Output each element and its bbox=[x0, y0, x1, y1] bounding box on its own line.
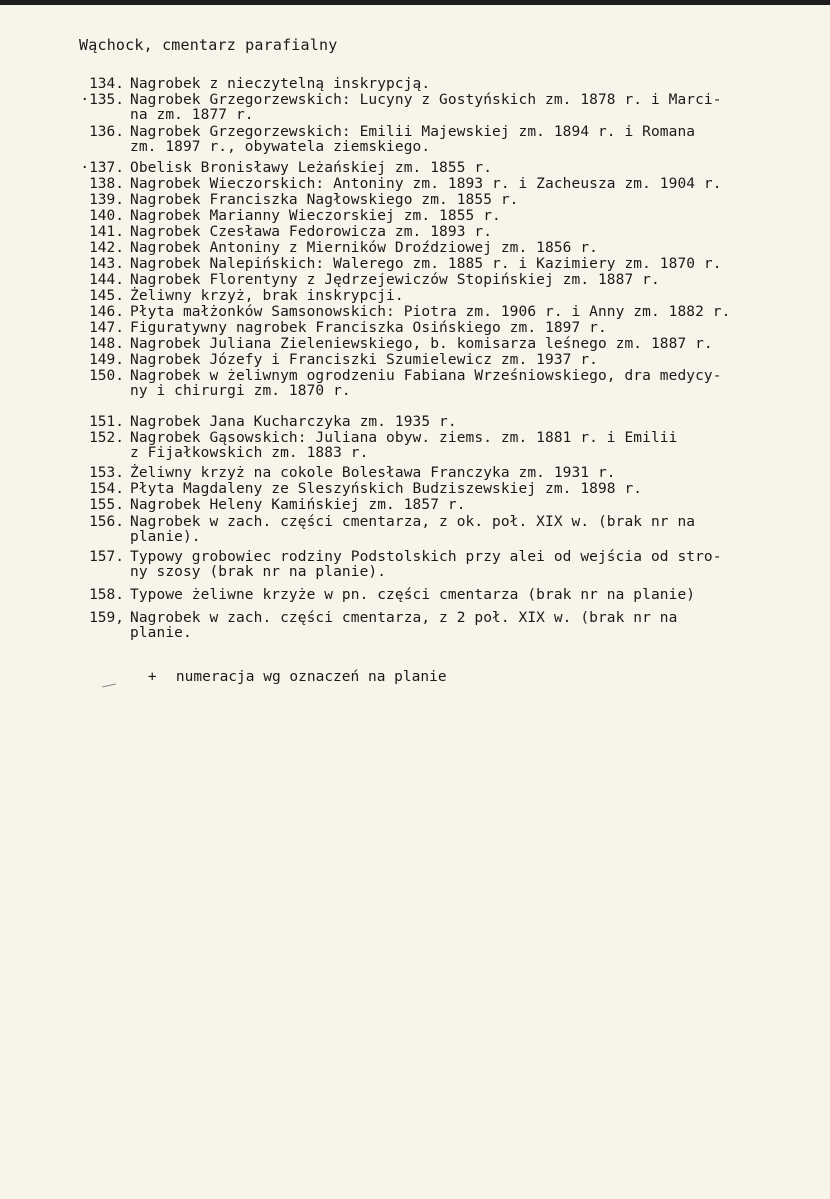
entry-line: Nagrobek Franciszka Nagłowskiego zm. 1855 r. bbox=[130, 192, 519, 208]
entry-line: Płyta małżonków Samsonowskich: Piotra zm. 1906 r. i Anny zm. 1882 r. bbox=[130, 304, 731, 320]
entry-line: Typowy grobowiec rodziny Podstolskich przy alei od wejścia od stro- bbox=[130, 549, 722, 565]
entry-text bbox=[130, 177, 722, 192]
entry-number: 146. bbox=[89, 304, 124, 320]
entry-line: Żeliwny krzyż na cokole Bolesława Franczyka zm. 1931 r. bbox=[130, 465, 616, 481]
entry-line: Figuratywny nagrobek Franciszka Osińskiego zm. 1897 r. bbox=[130, 320, 607, 336]
entry-text bbox=[130, 193, 519, 208]
entry-line: z Fijałkowskich zm. 1883 r. bbox=[130, 445, 369, 461]
entry-line: planie. bbox=[130, 625, 192, 641]
entry-text bbox=[130, 431, 677, 461]
entry-line: Nagrobek z nieczytelną inskrypcją. bbox=[130, 76, 431, 92]
entry-line: Nagrobek Gąsowskich: Juliana obyw. ziems. zm. 1881 r. i Emilii bbox=[130, 430, 678, 446]
entry-number: 158. bbox=[89, 587, 124, 603]
entry-text bbox=[130, 257, 722, 272]
entry-number: 147. bbox=[89, 320, 124, 336]
entry-number: 148. bbox=[89, 336, 124, 352]
entry-number: 144. bbox=[89, 272, 124, 288]
entry-line: Nagrobek Florentyny z Jędrzejewiczów Stopińskiej zm. 1887 r. bbox=[130, 272, 660, 288]
entry-line: Nagrobek Nalepińskich: Walerego zm. 1885 r. i Kazimiery zm. 1870 r. bbox=[130, 256, 722, 272]
entry-line: Płyta Magdaleny ze Sleszyńskich Budziszewskiej zm. 1898 r. bbox=[130, 481, 643, 497]
entry-number: 159, bbox=[89, 610, 124, 626]
entry-text bbox=[130, 161, 492, 176]
entry-number: 145. bbox=[89, 288, 124, 304]
entry-number: 157. bbox=[89, 549, 124, 565]
entry-line: Nagrobek w zach. części cmentarza, z 2 poł. XIX w. (brak nr na bbox=[130, 610, 678, 626]
entry-text bbox=[130, 466, 616, 481]
entry-line: Nagrobek Czesława Fedorowicza zm. 1893 r. bbox=[130, 224, 493, 240]
entry-text bbox=[130, 273, 660, 288]
entry-text bbox=[130, 515, 695, 545]
entry-text bbox=[130, 337, 713, 352]
entry-number: 140. bbox=[89, 208, 124, 224]
entry-text bbox=[130, 353, 598, 368]
entry-line: Nagrobek Grzegorzewskich: Emilii Majewskiej zm. 1894 r. i Romana bbox=[130, 124, 696, 140]
entry-text bbox=[130, 209, 501, 224]
entry-text bbox=[130, 550, 722, 580]
entry-line: ny szosy (brak nr na planie). bbox=[130, 564, 387, 580]
entry-number: 154. bbox=[89, 481, 124, 497]
entry-number: 156. bbox=[89, 514, 124, 530]
entry-number: 152. bbox=[89, 430, 124, 446]
entry-line: Nagrobek Jana Kucharczyka zm. 1935 r. bbox=[130, 414, 457, 430]
entry-number: 151. bbox=[89, 414, 124, 430]
entry-number: 139. bbox=[89, 192, 124, 208]
footnote-text: numeracja wg oznaczeń na planie bbox=[175, 669, 447, 685]
entry-line: Żeliwny krzyż, brak inskrypcji. bbox=[130, 288, 404, 304]
entry-text bbox=[130, 289, 404, 304]
entry-line: zm. 1897 r., obywatela ziemskiego. bbox=[130, 139, 431, 155]
entry-line: Nagrobek Heleny Kamińskiej zm. 1857 r. bbox=[130, 497, 466, 513]
page-heading: Wąchock, cmentarz parafialny bbox=[79, 36, 338, 54]
entry-line: na zm. 1877 r. bbox=[130, 107, 254, 123]
entry-text bbox=[130, 588, 695, 603]
entry-number: 134. bbox=[89, 76, 124, 92]
entry-line: Nagrobek w zach. części cmentarza, z ok. poł. XIX w. (brak nr na bbox=[130, 514, 696, 530]
entry-text bbox=[130, 611, 677, 641]
entry-line: Nagrobek Grzegorzewskich: Lucyny z Gostyńskich zm. 1878 r. i Marci- bbox=[130, 92, 722, 108]
entry-text bbox=[130, 225, 492, 240]
entry-text bbox=[130, 93, 722, 123]
entry-text bbox=[130, 498, 466, 513]
entry-text bbox=[130, 321, 607, 336]
entry-line: Nagrobek Józefy i Franciszki Szumielewicz zm. 1937 r. bbox=[130, 352, 598, 368]
entry-number: 142. bbox=[89, 240, 124, 256]
entry-text bbox=[130, 241, 598, 256]
entry-line: Nagrobek Antoniny z Mierników Droździowej zm. 1856 r. bbox=[130, 240, 598, 256]
footnote-mark: + bbox=[147, 669, 157, 685]
entry-number: 150. bbox=[89, 368, 124, 384]
entry-number: 155. bbox=[89, 497, 124, 513]
entry-text bbox=[130, 125, 695, 155]
entry-number: ·135. bbox=[80, 92, 124, 108]
entry-line: Nagrobek w żeliwnym ogrodzeniu Fabiana Wrześniowskiego, dra medycy- bbox=[130, 368, 722, 384]
entry-number: 141. bbox=[89, 224, 124, 240]
entry-line: Typowe żeliwne krzyże w pn. części cmentarza (brak nr na planie) bbox=[130, 587, 696, 603]
entry-number: ·137. bbox=[80, 160, 124, 176]
entry-text bbox=[130, 482, 642, 497]
entry-number: 138. bbox=[89, 176, 124, 192]
entry-line: Nagrobek Juliana Zieleniewskiego, b. komisarza leśnego zm. 1887 r. bbox=[130, 336, 713, 352]
entry-number: 143. bbox=[89, 256, 124, 272]
entry-text bbox=[130, 77, 430, 92]
entry-number: 153. bbox=[89, 465, 124, 481]
entry-text bbox=[130, 415, 457, 430]
entry-line: Nagrobek Wieczorskich: Antoniny zm. 1893 r. i Zacheusza zm. 1904 r. bbox=[130, 176, 722, 192]
entry-line: ny i chirurgi zm. 1870 r. bbox=[130, 383, 351, 399]
entry-number: 149. bbox=[89, 352, 124, 368]
entry-line: Nagrobek Marianny Wieczorskiej zm. 1855 r. bbox=[130, 208, 501, 224]
entry-text bbox=[130, 369, 722, 399]
entry-number: 136. bbox=[89, 124, 124, 140]
footnote bbox=[113, 653, 447, 701]
entry-line: planie). bbox=[130, 529, 201, 545]
entry-text bbox=[130, 305, 730, 320]
entry-line: Obelisk Bronisławy Leżańskiej zm. 1855 r. bbox=[130, 160, 493, 176]
